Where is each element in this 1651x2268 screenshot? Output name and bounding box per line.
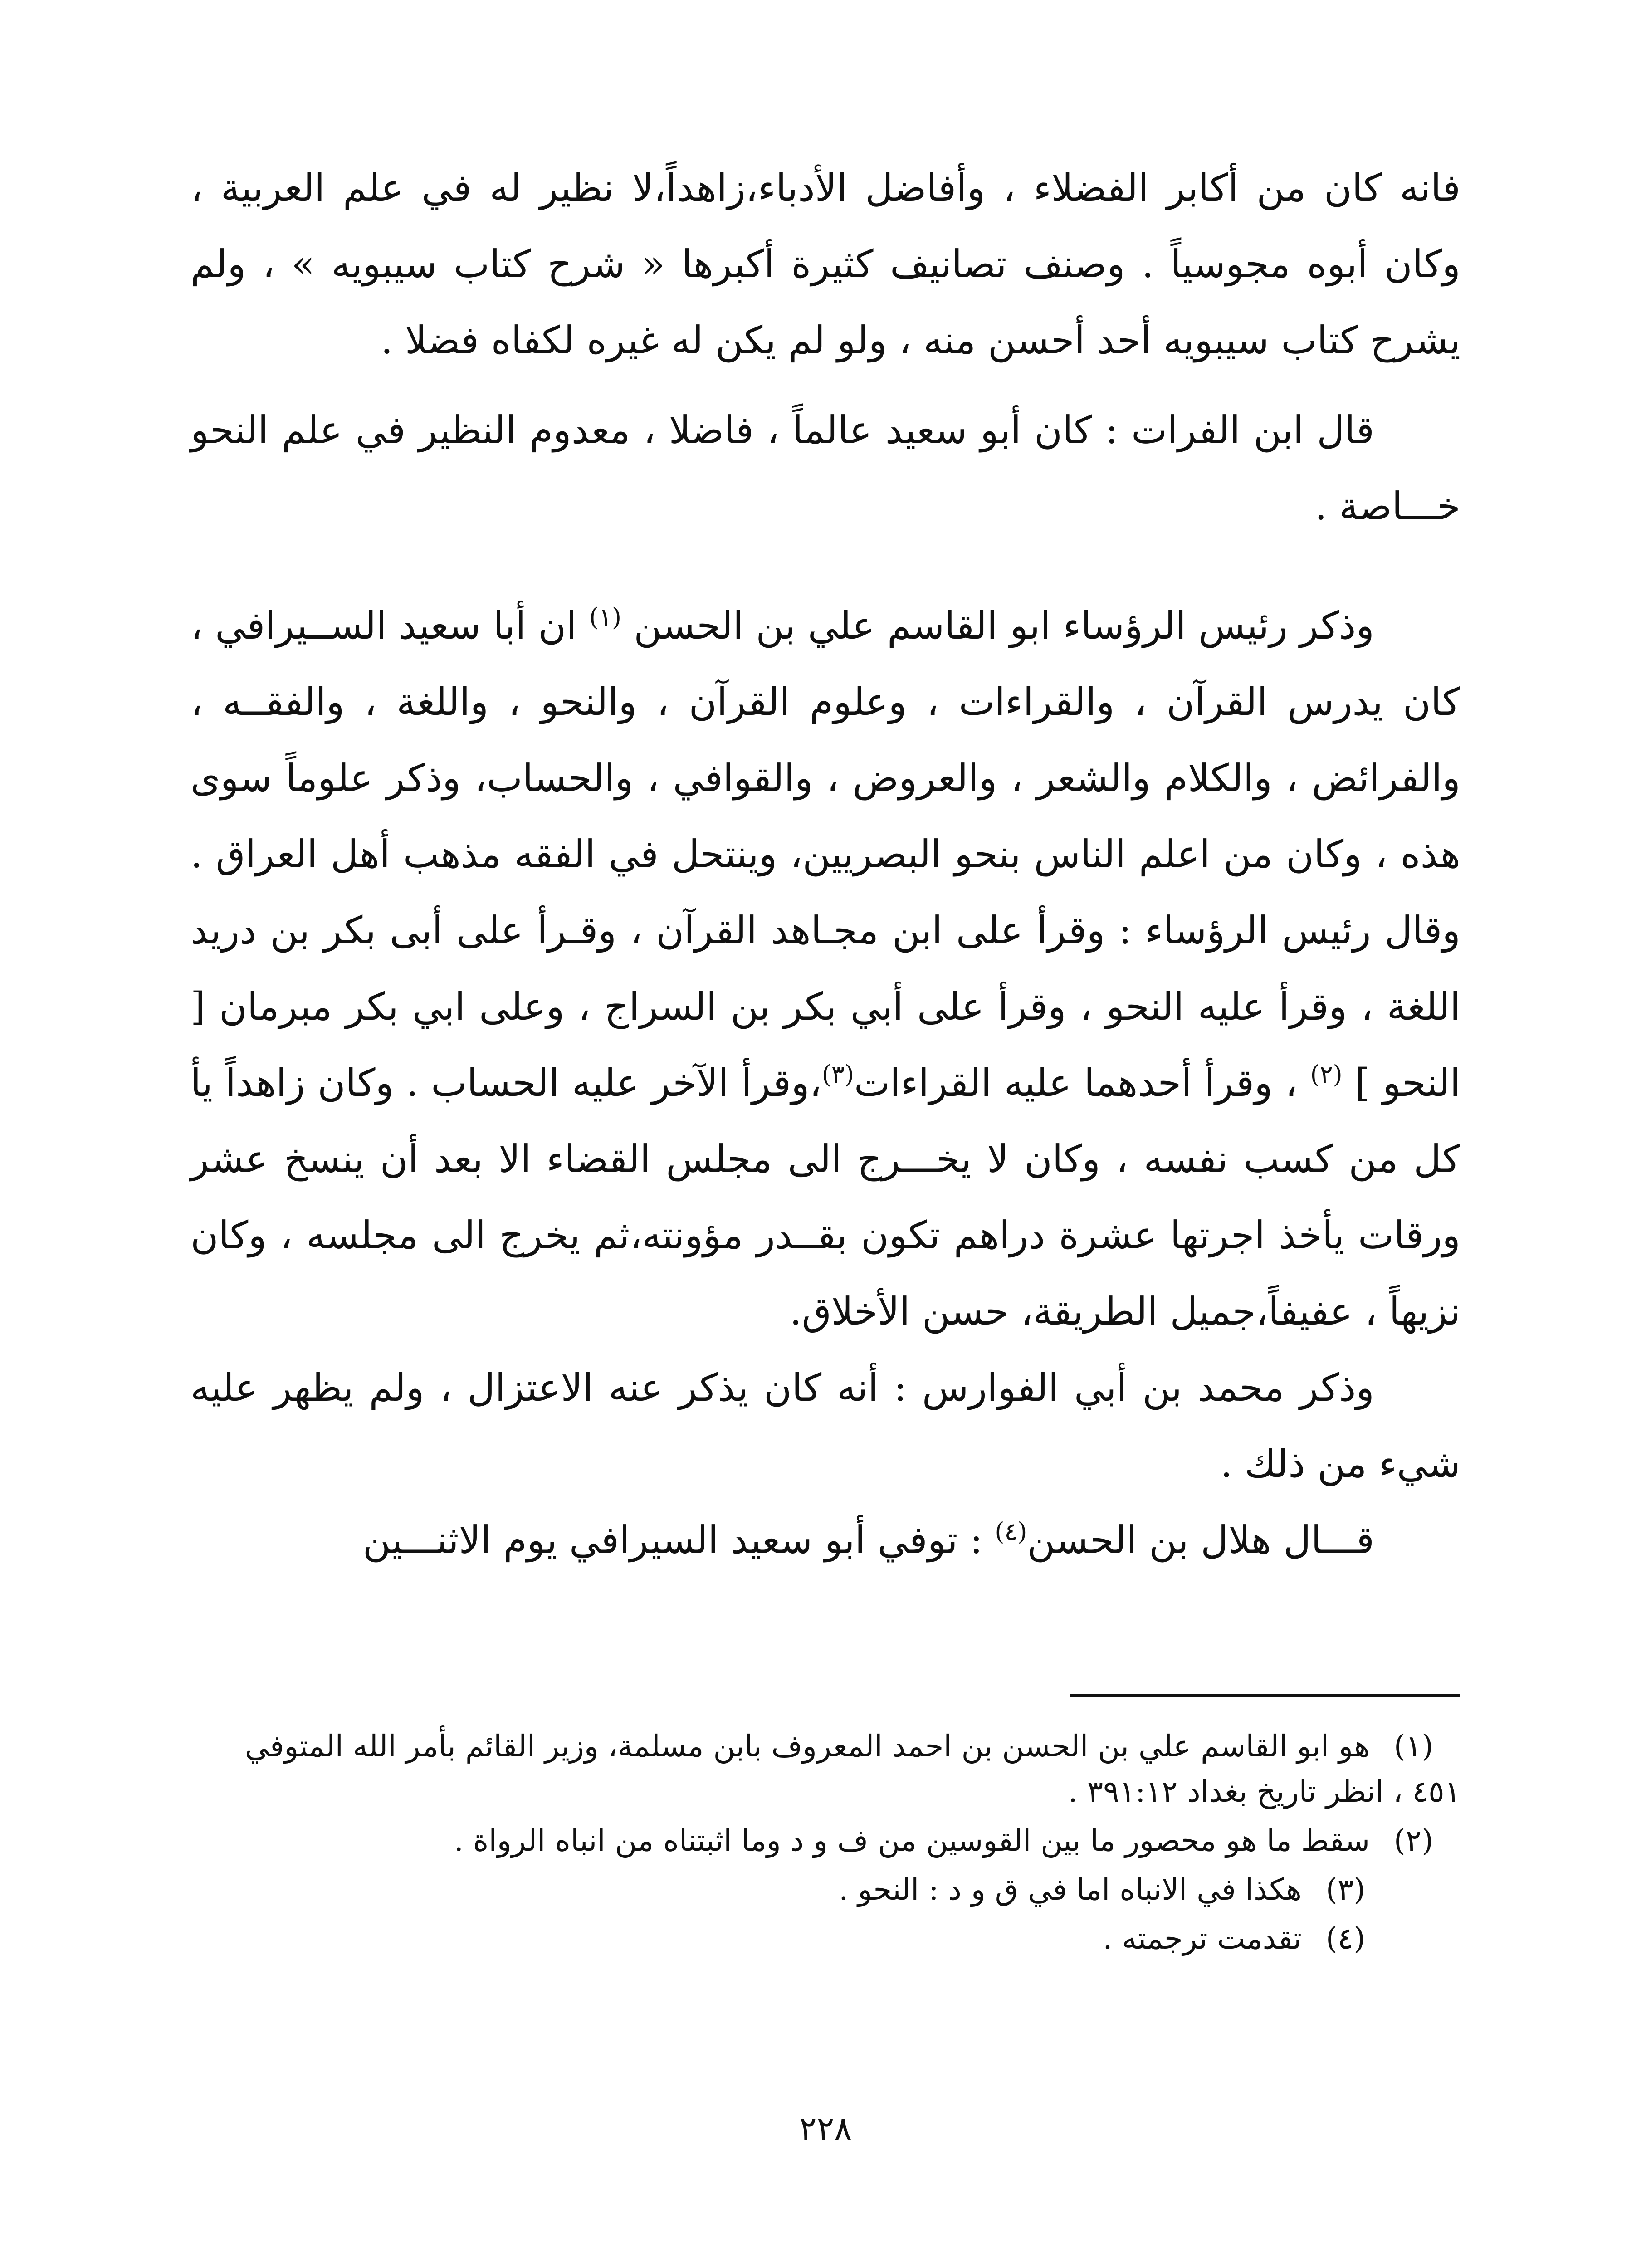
footnote-number: (٤) <box>1326 1921 1365 1956</box>
footnote-ref-4: (٤) <box>995 1517 1027 1546</box>
paragraph-rais-al-ruasa <box>190 587 1460 1349</box>
footnote-number: (٢) <box>1394 1823 1433 1858</box>
footnote-text: تقدمت ترجمته . <box>1103 1921 1302 1956</box>
paragraph-sirafi-intro: فانه كان من أكابر الفضلاء ، وأفاضل الأدباء،زاهداً،لا نظير له في علم العربية ، وكان أبوه مجوسياً . وصنف تصانيف كثيرة أكبرها « شرح كتاب سيبويه » ، ولم يشرح كتاب سيبويه أحد أحسن منه ، ولو لم يكن له غيره لكفاه فضلا . <box>190 166 1460 362</box>
paragraph-segment: قـــال هلال بن الحسن <box>1027 1518 1374 1562</box>
footnote-2 <box>190 1818 1460 1863</box>
footnote-number: (٣) <box>1326 1872 1365 1907</box>
footnote-ref-2: (٢) <box>1310 1060 1343 1089</box>
footnotes <box>190 1724 1460 1965</box>
paragraph-ibn-al-furat: قال ابن الفرات : كان أبو سعيد عالماً ، فاضلا ، معدوم النظير في علم النحو خـــاصة . <box>190 408 1460 528</box>
paragraph-ibn-abi-al-fawaris: وذكر محمد بن أبي الفوارس : أنه كان يذكر عنه الاعتزال ، ولم يظهر عليه شيء من ذلك . <box>190 1365 1460 1486</box>
footnote-4 <box>190 1916 1460 1961</box>
footnote-divider <box>1070 1694 1460 1697</box>
page-number: ٢٢٨ <box>799 2109 852 2147</box>
footnote-text: سقط ما هو محصور ما بين القوسين من ف و د وما اثبتناه من انباه الرواة . <box>454 1823 1370 1858</box>
paragraph-segment: : توفي أبو سعيد السيرافي يوم الاثنـــين <box>362 1518 983 1562</box>
paragraph-segment: ، وقرأ أحدهما عليه القراءات <box>854 1061 1298 1105</box>
paragraph-segment: وذكر رئيس الرؤساء ابو القاسم علي بن الحسن <box>634 603 1374 648</box>
paragraph-segment: ،وقرأ الآخر عليه الحساب . وكان زاهداً يأ كل من كسب نفسه ، وكان لا يخـــرج الى مجلس القضاء الا بعد أن ينسخ عشر ورقات يأخذ اجرتها عشرة دراهم تكون بقــدر مؤونته،ثم يخرج الى مجلسه ، وكان نزيهاً ، عفيفاً،جميل الطريقة، حسن الأخلاق. <box>190 1061 1460 1334</box>
footnote-ref-3: (٣) <box>821 1060 854 1089</box>
footnote-text: هكذا في الانباه اما في ق و د : النحو . <box>839 1872 1302 1907</box>
footnote-3 <box>190 1867 1460 1912</box>
footnote-1 <box>190 1724 1460 1814</box>
paragraph-hilal-ibn-al-hasan <box>190 1502 1460 1578</box>
footnote-ref-1: (١) <box>589 603 622 631</box>
footnote-number: (١) <box>1394 1729 1433 1764</box>
footnote-text: هو ابو القاسم علي بن الحسن بن احمد المعروف بابن مسلمة، وزير القائم بأمر الله المتوفي ٤٥١ ، انظر تاريخ بغداد ٣٩١:١٢ . <box>244 1729 1460 1809</box>
main-text <box>190 150 1460 1578</box>
paragraph-segment: ان أبا سعيد الســيرافي ، كان يدرس القرآن ، والقراءات ، وعلوم القرآن ، والنحو ، واللغة ، والفقــه ، والفرائض ، والكلام والشعر ، والعروض ، والقوافي ، والحساب، وذكر علوماً سوى هذه ، وكان من اعلم الناس بنحو البصريين، وينتحل في الفقه مذهب أهل العراق . وقال رئيس الرؤساء : وقرأ على ابن مجـاهد القرآن ، وقـرأ على أبى بكر بن دريد اللغة ، وقرأ عليه النحو ، وقرأ على أبي بكر بن السراج ، وعلى ابي بكر مبرمان [ النحو ] <box>190 603 1461 1105</box>
